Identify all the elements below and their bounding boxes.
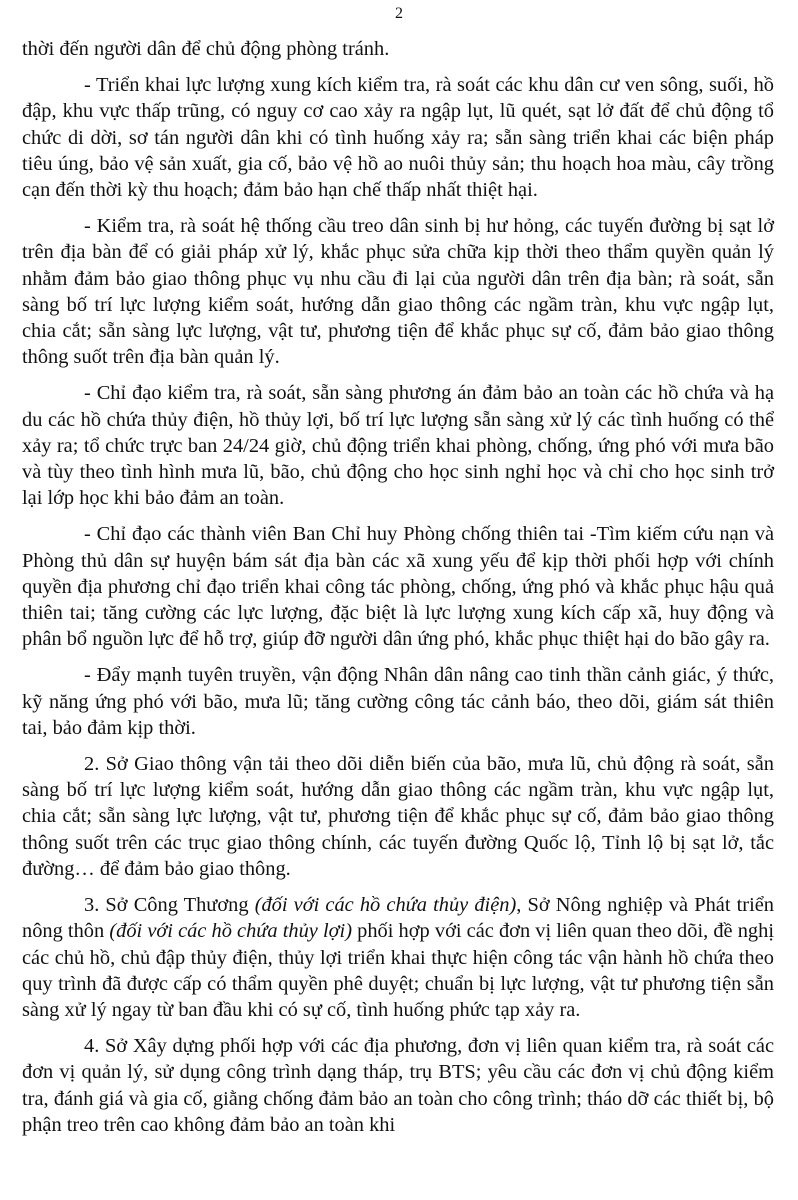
paragraph-continuation: thời đến người dân để chủ động phòng tránh.: [22, 38, 390, 60]
document-body: [22, 36, 774, 1148]
paragraph-evacuation-forces: - Triển khai lực lượng xung kích kiểm tra, rà soát các khu dân cư ven sông, suối, hồ đập, khu vực thấp trũng, có nguy cơ cao xảy ra ngập lụt, lũ quét, sạt lở đất để chủ động tổ chức di dời, sơ tán người dân khi có tình huống xảy ra; sẵn sàng triển khai các biện pháp tiêu úng, bảo vệ sản xuất, gia cố, bảo vệ hồ ao nuôi thủy sản; thu hoạch hoa màu, cây trồng cạn đến thời kỳ thu hoạch; đảm bảo hạn chế thấp nhất thiệt hại.: [22, 74, 774, 202]
paragraph-7-part-c: , Sở Nông nghiệp và Phát triển nông thôn: [22, 894, 774, 943]
paragraph-transport-dept: 2. Sở Giao thông vận tải theo dõi diễn biến của bão, mưa lũ, chủ động rà soát, sẵn sàng bố trí lực lượng kiểm soát, hướng dẫn giao thông các ngầm tràn, khu vực ngập lụt, chia cắt; sẵn sàng lực lượng, vật tư, phương tiện để khắc phục sự cố, đảm bảo giao thông thông suốt trên các trục giao thông chính, các tuyến đường Quốc lộ, Tỉnh lộ bị sạt lở, tắc đường… để đảm bảo giao thông.: [22, 753, 774, 880]
paragraph-industry-agriculture: [22, 892, 774, 1023]
page-number: 2: [395, 5, 403, 22]
paragraph-7-italic-hydropower: (đối với các hồ chứa thủy điện): [254, 894, 517, 917]
paragraph-7-part-a: 3. Sở Công Thương: [84, 894, 255, 917]
paragraph-command-board: - Chỉ đạo các thành viên Ban Chỉ huy Phòng chống thiên tai -Tìm kiếm cứu nạn và Phòng thủ dân sự huyện bám sát địa bàn các xã xung yếu để kịp thời phối hợp với chính quyền địa phương chỉ đạo triển khai công tác phòng, chống, ứng phó và khắc phục hậu quả thiên tai; tăng cường các lực lượng, đặc biệt là lực lượng xung kích cấp xã, huy động và phân bổ nguồn lực để hỗ trợ, giúp đỡ người dân ứng phó, khắc phục thiệt hại do bão gây ra.: [22, 523, 774, 651]
paragraph-propaganda: - Đẩy mạnh tuyên truyền, vận động Nhân dân nâng cao tinh thần cảnh giác, ý thức, kỹ năng ứng phó với bão, mưa lũ; tăng cường công tác cảnh báo, theo dõi, giám sát thiên tai, bảo đảm kịp thời.: [22, 664, 774, 739]
paragraph-reservoir-safety: - Chỉ đạo kiểm tra, rà soát, sẵn sàng phương án đảm bảo an toàn các hồ chứa và hạ du các hồ chứa thủy điện, hồ thủy lợi, bố trí lực lượng sẵn sàng xử lý các tình huống có thể xảy ra; tổ chức trực ban 24/24 giờ, chủ động triển khai phòng, chống, ứng phó với mưa bão và tùy theo tình hình mưa lũ, bão, chủ động cho học sinh nghỉ học và chỉ cho học sinh trở lại lớp học khi bảo đảm an toàn.: [22, 382, 774, 510]
paragraph-bridges-roads: - Kiểm tra, rà soát hệ thống cầu treo dân sinh bị hư hỏng, các tuyến đường bị sạt lở trên địa bàn để có giải pháp xử lý, khắc phục sửa chữa kịp thời theo thẩm quyền quản lý nhằm đảm bảo giao thông phục vụ nhu cầu đi lại của người dân trên địa bàn; rà soát, sẵn sàng bố trí lực lượng kiểm soát, hướng dẫn giao thông các ngầm tràn, khu vực ngập lụt, chia cắt; sẵn sàng lực lượng, vật tư, phương tiện để khắc phục sự cố, đảm bảo giao thông thông suốt trên địa bàn quản lý.: [22, 215, 774, 369]
paragraph-7-italic-irrigation: (đối với các hồ chứa thủy lợi): [109, 920, 353, 943]
paragraph-7-part-e: phối hợp với các đơn vị liên quan theo dõi, đề nghị các chủ hồ, chủ đập thủy điện, thủy lợi triển khai thực hiện công tác vận hành hồ chứa theo quy trình đã được cấp có thẩm quyền phê duyệt; chuẩn bị lực lượng, vật tư phương tiện sẵn sàng xử lý ngay từ ban đầu khi có sự cố, tình huống phức tạp xảy ra.: [22, 920, 774, 1021]
paragraph-construction-dept: 4. Sở Xây dựng phối hợp với các địa phương, đơn vị liên quan kiểm tra, rà soát các đơn vị quản lý, sử dụng công trình dạng tháp, trụ BTS; yêu cầu các đơn vị chủ động kiểm tra, đánh giá và gia cố, giằng chống đảm bảo an toàn cho công trình; tháo dỡ các thiết bị, bộ phận treo trên cao không đảm bảo an toàn khi: [22, 1035, 774, 1136]
